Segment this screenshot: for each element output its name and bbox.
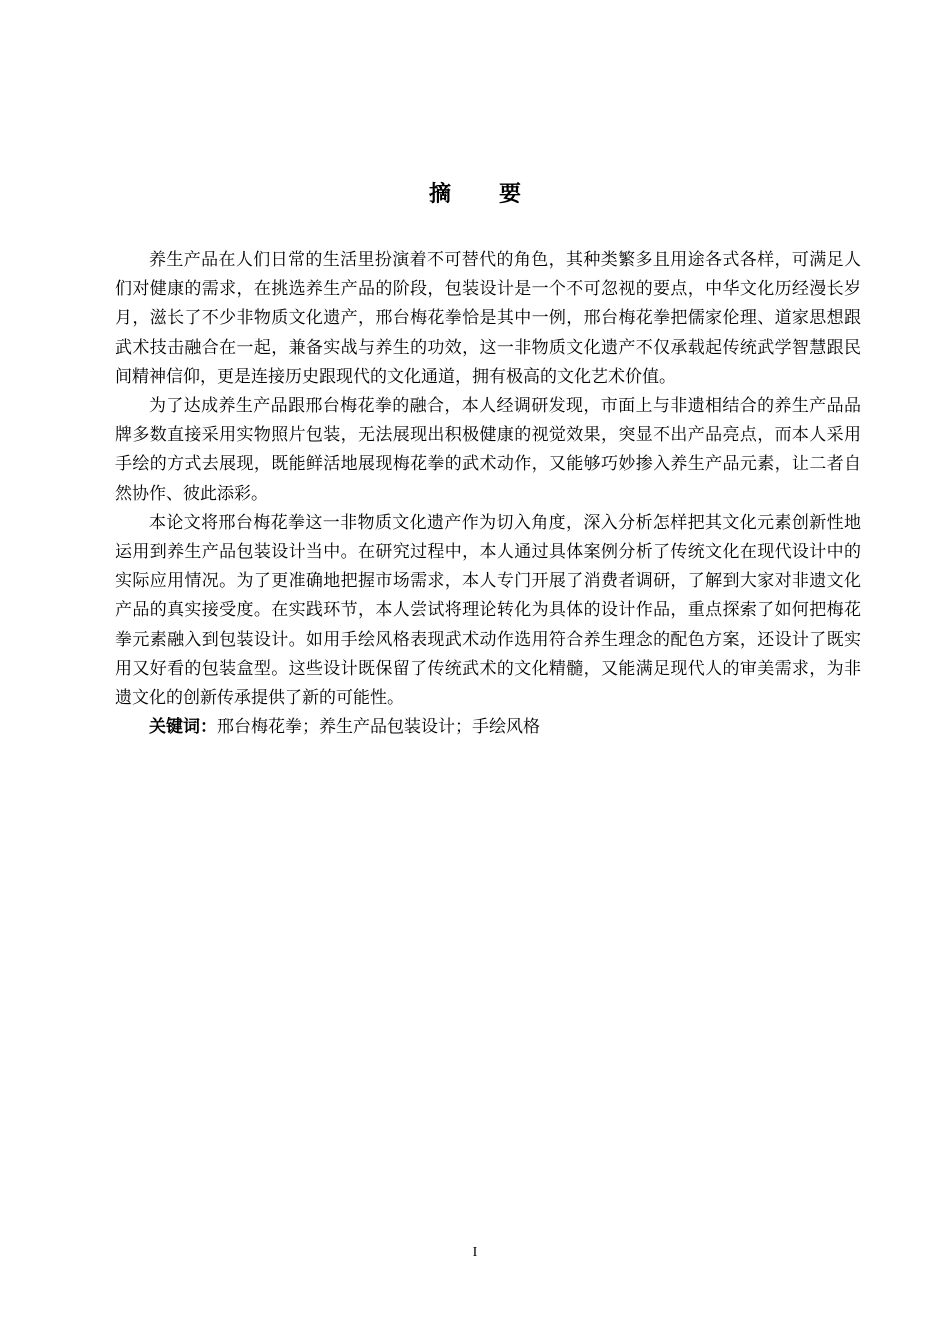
keywords-label: 关键词： bbox=[149, 717, 217, 738]
title-char-1: 摘 bbox=[428, 182, 451, 207]
title-char-2: 要 bbox=[499, 182, 522, 207]
abstract-body bbox=[115, 246, 861, 742]
abstract-title bbox=[0, 178, 950, 212]
page-number: I bbox=[472, 1245, 478, 1260]
keywords-value: 邢台梅花拳；养生产品包装设计；手绘风格 bbox=[217, 717, 540, 738]
keywords-line bbox=[115, 713, 861, 742]
abstract-paragraph-3: 本论文将邢台梅花拳这一非物质文化遗产作为切入角度，深入分析怎样把其文化元素创新性地运用到养生产品包装设计当中。在研究过程中，本人通过具体案例分析了传统文化在现代设计中的实际应用情况。为了更准确地把握市场需求，本人专门开展了消费者调研，了解到大家对非遗文化产品的真实接受度。在实践环节，本人尝试将理论转化为具体的设计作品，重点探索了如何把梅花拳元素融入到包装设计。如用手绘风格表现武术动作选用符合养生理念的配色方案，还设计了既实用又好看的包装盒型。这些设计既保留了传统武术的文化精髓，又能满足现代人的审美需求，为非遗文化的创新传承提供了新的可能性。 bbox=[115, 512, 861, 709]
abstract-paragraph-2: 为了达成养生产品跟邢台梅花拳的融合，本人经调研发现，市面上与非遗相结合的养生产品品牌多数直接采用实物照片包装，无法展现出积极健康的视觉效果，突显不出产品亮点，而本人采用手绘的方式去展现，既能鲜活地展现梅花拳的武术动作，又能够巧妙掺入养生产品元素，让二者自然协作、彼此添彩。 bbox=[115, 396, 861, 504]
abstract-paragraph-1: 养生产品在人们日常的生活里扮演着不可替代的角色，其种类繁多且用途各式各样，可满足人们对健康的需求，在挑选养生产品的阶段，包装设计是一个不可忽视的要点，中华文化历经漫长岁月，滋长了不少非物质文化遗产，邢台梅花拳恰是其中一例，邢台梅花拳把儒家伦理、道家思想跟武术技击融合在一起，兼备实战与养生的功效，这一非物质文化遗产不仅承载起传统武学智慧跟民间精神信仰，更是连接历史跟现代的文化通道，拥有极高的文化艺术价值。 bbox=[115, 250, 861, 387]
